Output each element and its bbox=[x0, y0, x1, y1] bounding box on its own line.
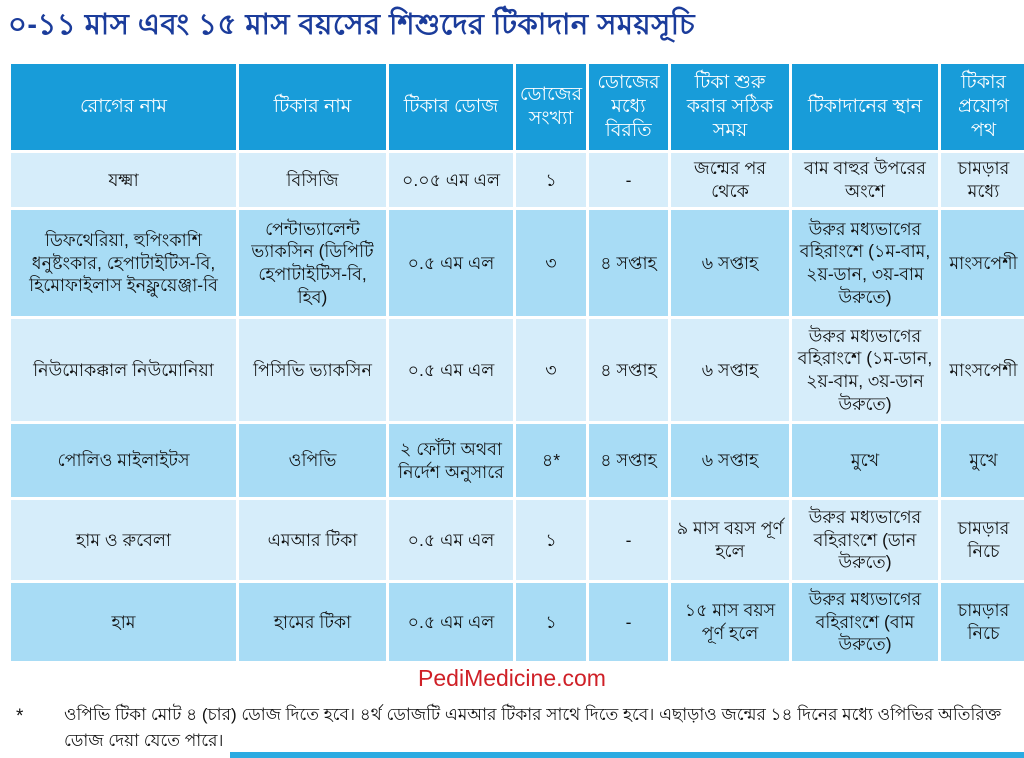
cell-site: উরুর মধ্যভাগের বহিরাংশে (বাম উরুতে) bbox=[792, 583, 938, 661]
header-start-time: টিকা শুরু করার সঠিক সময় bbox=[671, 64, 789, 150]
bottom-blue-strip bbox=[230, 752, 1024, 758]
header-dose-count: ডোজের সংখ্যা bbox=[516, 64, 586, 150]
cell-count: ১ bbox=[516, 583, 586, 661]
cell-site: বাম বাহুর উপরের অংশে bbox=[792, 153, 938, 207]
table-row-measles bbox=[11, 583, 1024, 661]
cell-site: উরুর মধ্যভাগের বহিরাংশে (১ম-ডান, ২য়-বাম, ৩য়-ডান উরুতে) bbox=[792, 319, 938, 421]
table-row-tuberculosis bbox=[11, 153, 1024, 207]
cell-start-time: ১৫ মাস বয়স পূর্ণ হলে bbox=[671, 583, 789, 661]
footnote-text: ওপিভি টিকা মোট ৪ (চার) ডোজ দিতে হবে। ৪র্থ ডোজটি এমআর টিকার সাথে দিতে হবে। এছাড়াও জন্মের ১৪ দিনের মধ্যে ওপিভির অতিরিক্ত ডোজ দেয়া যেতে পারে। bbox=[64, 705, 1002, 751]
header-disease-name: রোগের নাম bbox=[11, 64, 236, 150]
cell-disease: হাম bbox=[11, 583, 236, 661]
page-title: ০-১১ মাস এবং ১৫ মাস বয়সের শিশুদের টিকাদান সময়সূচি bbox=[8, 9, 696, 41]
cell-count: ৩ bbox=[516, 210, 586, 316]
watermark-text: PediMedicine.com bbox=[418, 665, 606, 691]
cell-interval: - bbox=[589, 500, 668, 580]
cell-vaccine: ওপিভি bbox=[239, 424, 386, 497]
cell-site: উরুর মধ্যভাগের বহিরাংশে (ডান উরুতে) bbox=[792, 500, 938, 580]
table-header-row bbox=[11, 64, 1024, 150]
cell-route: চামড়ার মধ্যে bbox=[941, 153, 1024, 207]
cell-route: চামড়ার নিচে bbox=[941, 500, 1024, 580]
cell-start-time: ৬ সপ্তাহ bbox=[671, 424, 789, 497]
cell-route: মুখে bbox=[941, 424, 1024, 497]
cell-vaccine: বিসিজি bbox=[239, 153, 386, 207]
cell-dose: ০.৫ এম এল bbox=[389, 210, 513, 316]
cell-dose: ০.৫ এম এল bbox=[389, 500, 513, 580]
cell-vaccine: পেন্টাভ্যালেন্ট ভ্যাকসিন (ডিপিটি হেপাটাইটিস-বি, হিব) bbox=[239, 210, 386, 316]
footnote bbox=[16, 702, 1011, 755]
table-row-measles-rubella bbox=[11, 500, 1024, 580]
cell-dose: ২ ফোঁটা অথবা নির্দেশ অনুসারে bbox=[389, 424, 513, 497]
cell-route: মাংসপেশী bbox=[941, 319, 1024, 421]
cell-start-time: ৬ সপ্তাহ bbox=[671, 210, 789, 316]
table-row-polio bbox=[11, 424, 1024, 497]
cell-interval: ৪ সপ্তাহ bbox=[589, 319, 668, 421]
header-vaccine-name: টিকার নাম bbox=[239, 64, 386, 150]
vaccination-schedule-table bbox=[8, 61, 1024, 664]
cell-site: উরুর মধ্যভাগের বহিরাংশে (১ম-বাম, ২য়-ডান, ৩য়-বাম উরুতে) bbox=[792, 210, 938, 316]
cell-dose: ০.৫ এম এল bbox=[389, 583, 513, 661]
cell-count: ৪* bbox=[516, 424, 586, 497]
table-row-pentavalent bbox=[11, 210, 1024, 316]
cell-disease: যক্ষ্মা bbox=[11, 153, 236, 207]
cell-count: ১ bbox=[516, 500, 586, 580]
header-dose-interval: ডোজের মধ্যে বিরতি bbox=[589, 64, 668, 150]
cell-interval: ৪ সপ্তাহ bbox=[589, 210, 668, 316]
cell-count: ১ bbox=[516, 153, 586, 207]
header-injection-site: টিকাদানের স্থান bbox=[792, 64, 938, 150]
cell-start-time: জন্মের পর থেকে bbox=[671, 153, 789, 207]
cell-dose: ০.০৫ এম এল bbox=[389, 153, 513, 207]
cell-vaccine: এমআর টিকা bbox=[239, 500, 386, 580]
cell-disease: নিউমোকক্কাল নিউমোনিয়া bbox=[11, 319, 236, 421]
footnote-asterisk: * bbox=[16, 706, 24, 727]
header-vaccine-dose: টিকার ডোজ bbox=[389, 64, 513, 150]
cell-dose: ০.৫ এম এল bbox=[389, 319, 513, 421]
cell-route: চামড়ার নিচে bbox=[941, 583, 1024, 661]
cell-disease: পোলিও মাইলাইটস bbox=[11, 424, 236, 497]
cell-start-time: ৯ মাস বয়স পূর্ণ হলে bbox=[671, 500, 789, 580]
cell-disease: ডিফথেরিয়া, হুপিংকাশি ধনুষ্টংকার, হেপাটাইটিস-বি, হিমোফাইলাস ইনফ্লুয়েঞ্জা-বি bbox=[11, 210, 236, 316]
cell-interval: - bbox=[589, 583, 668, 661]
table-row-pneumococcal bbox=[11, 319, 1024, 421]
cell-count: ৩ bbox=[516, 319, 586, 421]
cell-disease: হাম ও রুবেলা bbox=[11, 500, 236, 580]
cell-route: মাংসপেশী bbox=[941, 210, 1024, 316]
cell-site: মুখে bbox=[792, 424, 938, 497]
header-route: টিকার প্রয়োগ পথ bbox=[941, 64, 1024, 150]
cell-vaccine: হামের টিকা bbox=[239, 583, 386, 661]
cell-interval: ৪ সপ্তাহ bbox=[589, 424, 668, 497]
cell-vaccine: পিসিভি ভ্যাকসিন bbox=[239, 319, 386, 421]
cell-start-time: ৬ সপ্তাহ bbox=[671, 319, 789, 421]
cell-interval: - bbox=[589, 153, 668, 207]
